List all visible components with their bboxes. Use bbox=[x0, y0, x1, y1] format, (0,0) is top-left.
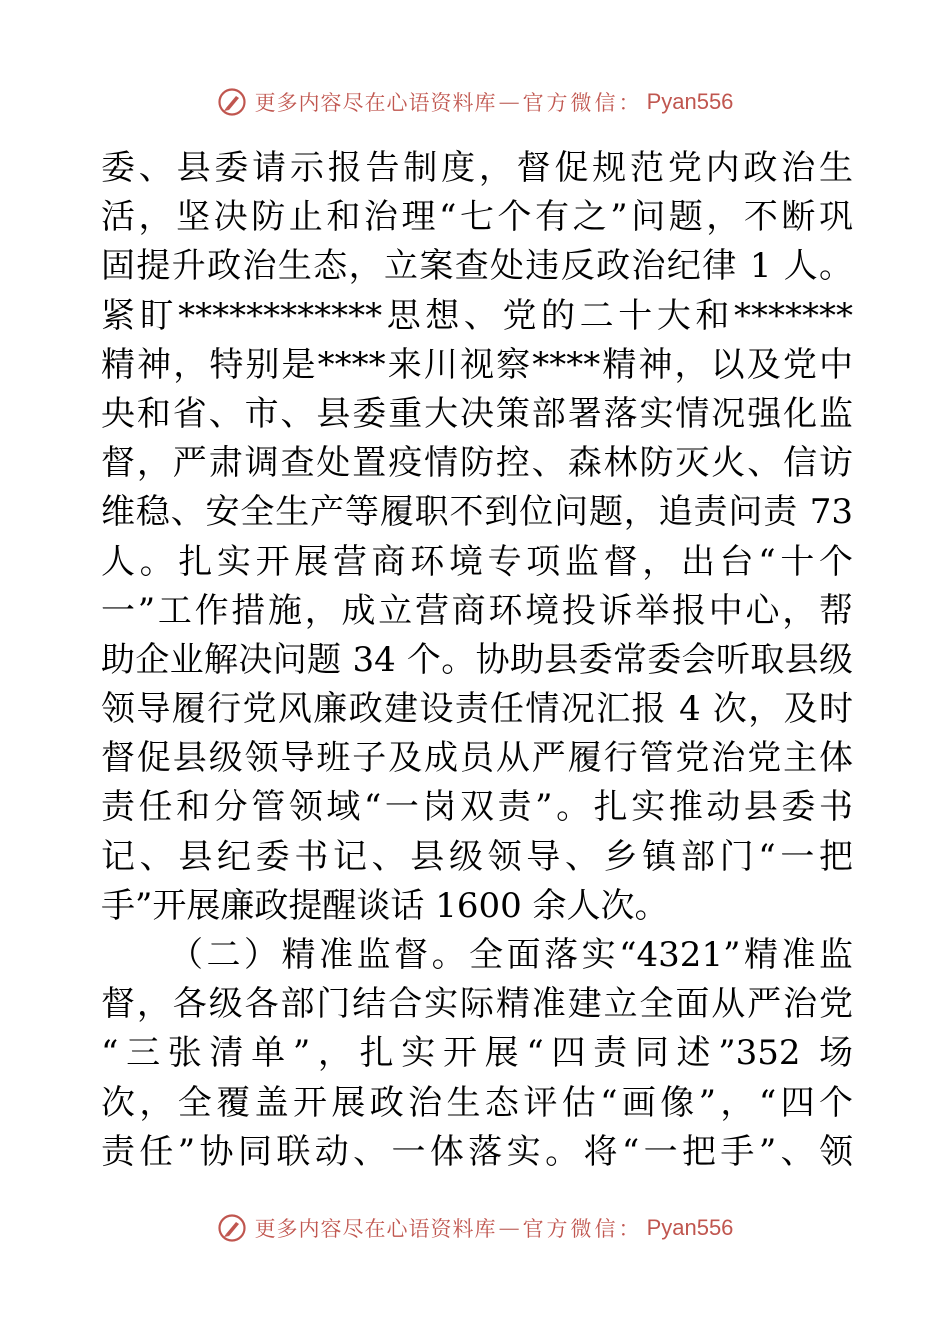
pen-circle-icon bbox=[217, 1213, 247, 1243]
text-line: 委、县委请示报告制度，督促规范党内政治生 bbox=[101, 148, 853, 188]
header-wechat-id: Pyan556 bbox=[646, 89, 734, 114]
header-title: 更多内容尽在心语资料库 bbox=[254, 91, 497, 115]
header-banner bbox=[0, 82, 950, 122]
text-line: （二）精准监督。全面落实“4321”精准监 bbox=[169, 935, 853, 975]
text-line: 手”开展廉政提醒谈话 1600 余人次。 bbox=[101, 885, 669, 926]
text-line: 人。扎实开展营商环境专项监督，出台“十个 bbox=[101, 541, 853, 582]
text-line: “三张清单”，扎实开展“四责同述”352 场 bbox=[101, 1033, 853, 1074]
header-dash: — bbox=[498, 90, 521, 114]
text-line: 责任和分管领域“一岗双责”。扎实推动县委书 bbox=[101, 787, 853, 828]
text-line: 紧盯************思想、党的二十大和******* bbox=[101, 295, 853, 336]
text-line: 一”工作措施，成立营商环境投诉举报中心，帮 bbox=[101, 590, 853, 631]
footer-wechat-id: Pyan556 bbox=[646, 1215, 734, 1240]
document-body bbox=[101, 144, 853, 1177]
text-line: 次，全覆盖开展政治生态评估“画像”，“四个 bbox=[101, 1082, 853, 1123]
text-line: 督，严肃调查处置疫情防控、森林防灭火、信访 bbox=[101, 443, 853, 484]
text-line: 央和省、市、县委重大决策部署落实情况强化监 bbox=[101, 393, 853, 434]
header-wechat-label: 官方微信： bbox=[522, 91, 643, 115]
text-line: 督促县级领导班子及成员从严履行管党治党主体 bbox=[101, 738, 853, 779]
text-line: 督，各级各部门结合实际精准建立全面从严治党 bbox=[101, 984, 853, 1025]
text-line: 精神，特别是****来川视察****精神，以及党中 bbox=[101, 344, 853, 385]
text-line: 固提升政治生态，立案查处违反政治纪律 1 人。 bbox=[101, 246, 853, 287]
text-line: 维稳、安全生产等履职不到位问题，追责问责 73 bbox=[101, 492, 853, 533]
footer-title: 更多内容尽在心语资料库 bbox=[254, 1217, 497, 1241]
text-line: 助企业解决问题 34 个。协助县委常委会听取县级 bbox=[101, 639, 853, 680]
text-line: 活，坚决防止和治理“七个有之”问题，不断巩 bbox=[101, 197, 853, 238]
footer-banner bbox=[0, 1208, 950, 1248]
footer-wechat-label: 官方微信： bbox=[522, 1217, 643, 1241]
text-line: 记、县纪委书记、县级领导、乡镇部门“一把 bbox=[101, 836, 853, 877]
text-line: 领导履行党风廉政建设责任情况汇报 4 次，及时 bbox=[101, 689, 853, 730]
text-line: 责任”协同联动、一体落实。将“一把手”、领 bbox=[101, 1131, 853, 1172]
footer-dash: — bbox=[498, 1216, 521, 1240]
pen-circle-icon bbox=[217, 87, 247, 117]
